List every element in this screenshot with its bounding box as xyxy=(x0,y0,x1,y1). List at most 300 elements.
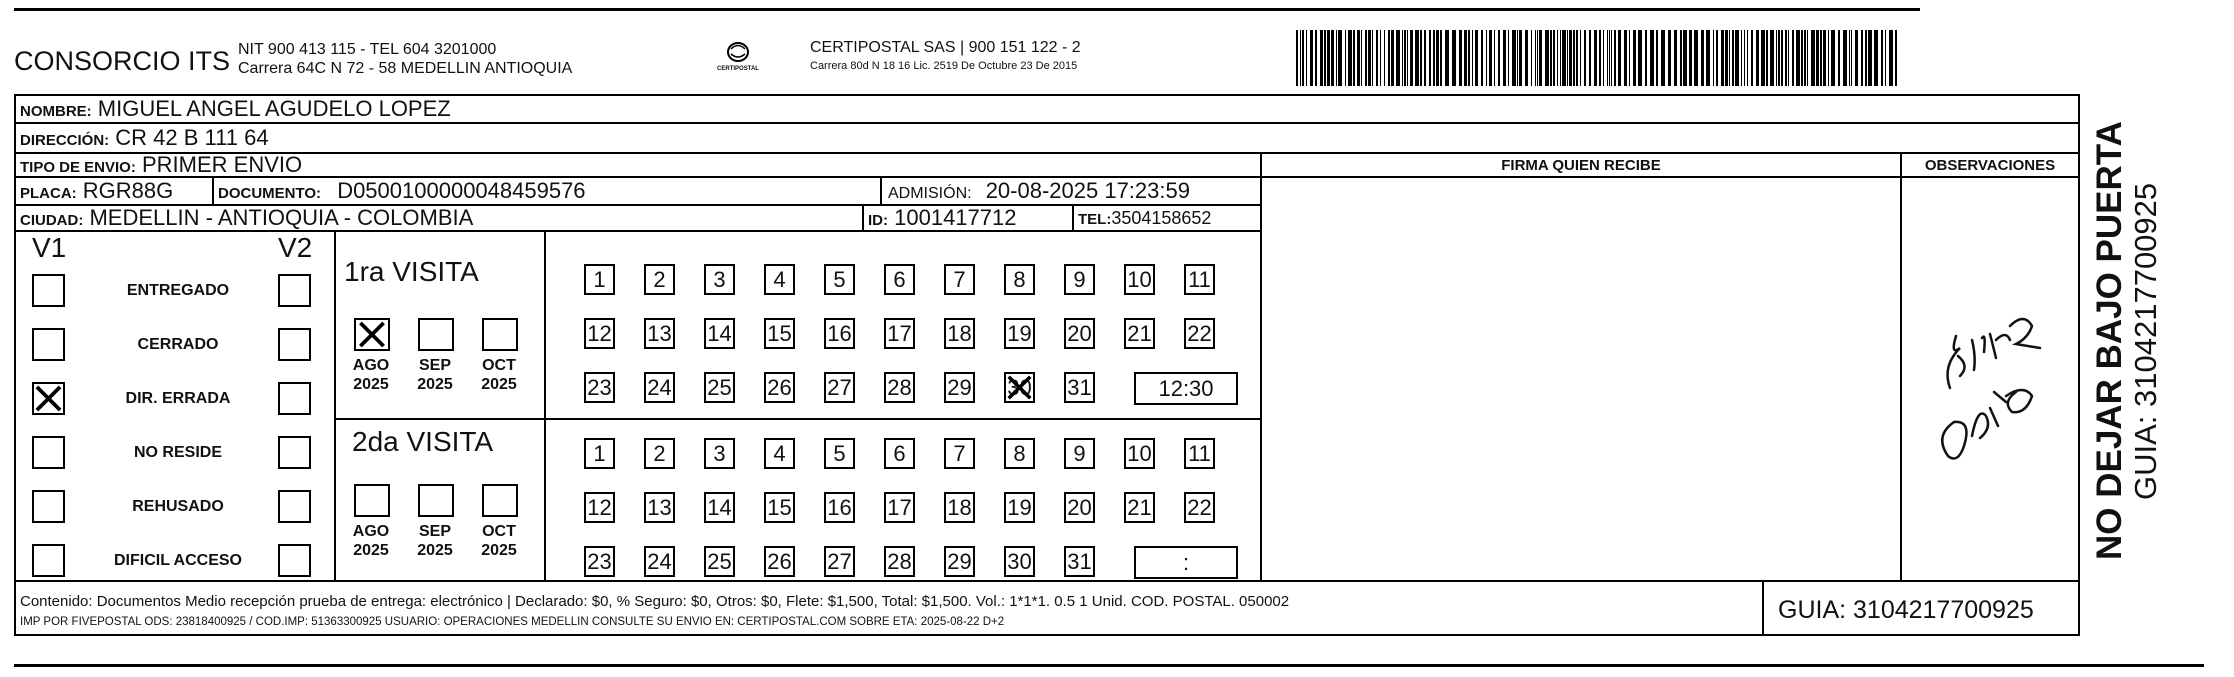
barcode-bar xyxy=(1562,30,1566,86)
barcode-bar xyxy=(1706,30,1710,86)
nombre-row xyxy=(16,96,2078,124)
month-year: 2025 xyxy=(353,542,389,559)
barcode-bar xyxy=(1796,30,1800,86)
barcode-bar xyxy=(1519,30,1522,86)
nit-line: NIT 900 413 115 - TEL 604 3201000 xyxy=(238,41,497,58)
placa-label: PLACA: xyxy=(20,185,77,202)
month-name: SEP xyxy=(418,357,451,374)
day-number: 6 xyxy=(893,267,906,292)
month-name: OCT xyxy=(482,357,516,374)
day-number: 10 xyxy=(1127,441,1152,466)
footer-guia: GUIA: 3104217700925 xyxy=(1778,596,2034,624)
barcode-bar xyxy=(1489,30,1492,86)
day-box[interactable] xyxy=(944,438,975,469)
barcode-bar xyxy=(1396,30,1400,86)
month-checkbox[interactable] xyxy=(354,318,390,351)
day-box[interactable] xyxy=(884,264,915,295)
placa-field xyxy=(20,178,173,206)
day-box[interactable] xyxy=(644,372,675,403)
day-number: 13 xyxy=(647,321,672,346)
day-box[interactable] xyxy=(704,318,735,349)
admision-label: ADMISIÓN: xyxy=(888,185,972,202)
day-number: 15 xyxy=(767,495,792,520)
day-box[interactable] xyxy=(824,264,855,295)
barcode-bar xyxy=(1816,30,1819,86)
day-box[interactable] xyxy=(1124,264,1155,295)
day-number: 1 xyxy=(593,267,606,292)
month-label xyxy=(410,356,460,394)
day-box[interactable] xyxy=(824,546,855,577)
status-label: ENTREGADO xyxy=(126,282,230,299)
barcode-bar xyxy=(1464,30,1467,86)
footer-impresion: IMP POR FIVEPOSTAL ODS: 23818400925 / COD.IMP: 51363300925 USUARIO: OPERACIONES MEDELLIN CONSULTE SU ENVIO EN: CERTIPOSTAL.COM SOBRE ETA: 2025-08-22 D+2 xyxy=(20,616,1005,628)
day-number: 13 xyxy=(647,495,672,520)
month-name: SEP xyxy=(418,523,451,540)
barcode-bar xyxy=(1420,30,1422,86)
barcode-bar xyxy=(1729,30,1730,86)
day-number: 17 xyxy=(887,495,912,520)
barcode-bar xyxy=(1539,30,1542,86)
month-label xyxy=(474,356,524,394)
barcode-bar xyxy=(1486,30,1487,86)
day-box[interactable] xyxy=(884,318,915,349)
barcode-bar xyxy=(1881,30,1883,86)
day-box[interactable] xyxy=(1064,492,1095,523)
day-box[interactable] xyxy=(824,438,855,469)
barcode-bar xyxy=(1512,30,1516,86)
barcode-bar xyxy=(1302,30,1304,86)
footer-rule xyxy=(16,580,2078,582)
v2-checkbox[interactable] xyxy=(278,328,311,361)
day-box[interactable] xyxy=(1064,318,1095,349)
status-divider xyxy=(334,232,336,580)
day-box[interactable] xyxy=(764,492,795,523)
day-box[interactable] xyxy=(704,492,735,523)
barcode-bar xyxy=(1792,30,1794,86)
v2-checkbox[interactable] xyxy=(278,490,311,523)
v2-header: V2 xyxy=(278,232,313,263)
company-info xyxy=(238,40,572,78)
nombre-value: MIGUEL ANGEL AGUDELO LOPEZ xyxy=(97,96,451,121)
barcode-bar xyxy=(1599,30,1601,86)
month-name: OCT xyxy=(482,523,516,540)
barcode-bar xyxy=(1680,30,1682,86)
day-box[interactable] xyxy=(584,318,615,349)
barcode-bar xyxy=(1361,30,1362,86)
barcode-bar xyxy=(1614,30,1616,86)
nombre-label: NOMBRE: xyxy=(20,103,92,120)
barcode xyxy=(1296,30,1898,86)
barcode-bar xyxy=(1713,30,1714,86)
day-box[interactable] xyxy=(1184,492,1215,523)
day-box[interactable] xyxy=(764,318,795,349)
barcode-bar xyxy=(1348,30,1352,86)
logo-text: CERTIPOSTAL xyxy=(717,66,759,72)
barcode-bar xyxy=(1607,30,1608,86)
barcode-bar xyxy=(1567,30,1568,86)
day-box[interactable] xyxy=(584,492,615,523)
barcode-bar xyxy=(1550,30,1552,86)
month-year: 2025 xyxy=(481,376,517,393)
ciudad-row xyxy=(16,206,1262,232)
day-box[interactable] xyxy=(1184,318,1215,349)
status-label: NO RESIDE xyxy=(133,444,222,461)
barcode-bar xyxy=(1368,30,1371,86)
barcode-bar xyxy=(1296,30,1298,86)
day-box[interactable] xyxy=(1004,372,1035,403)
barcode-bar xyxy=(1725,30,1728,86)
barcode-bar xyxy=(1831,30,1835,86)
v2-checkbox[interactable] xyxy=(278,274,311,307)
day-box[interactable] xyxy=(944,318,975,349)
direccion-row xyxy=(16,124,2078,154)
divider xyxy=(880,178,882,206)
barcode-bar xyxy=(1638,30,1642,86)
handwritten-observation xyxy=(1920,296,2070,496)
footer-contenido: Contenido: Documentos Medio recepción prueba de entrega: electrónico | Declarado: $0, % Seguro: $0, Otros: $0, Flete: $1,500, Total: $1,500. Vol.: 1*1*1. 0.5 1 Unid. COD. POSTAL. 050002 xyxy=(20,593,1290,610)
barcode-bar xyxy=(1589,30,1591,86)
day-box[interactable] xyxy=(1064,438,1095,469)
barcode-bar xyxy=(1828,30,1829,86)
certipostal-line: CERTIPOSTAL SAS | 900 151 122 - 2 xyxy=(810,39,1081,56)
day-number: 30 xyxy=(1007,549,1032,574)
barcode-bar xyxy=(1781,30,1783,86)
certipostal-license: Carrera 80d N 18 16 Lic. 2519 De Octubre 23 De 2015 xyxy=(810,60,1078,72)
barcode-bar xyxy=(1689,30,1692,86)
tipo-value: PRIMER ENVIO xyxy=(141,154,303,177)
barcode-bar xyxy=(1380,30,1381,86)
day-box[interactable] xyxy=(1004,492,1035,523)
barcode-bar xyxy=(1553,30,1555,86)
month-label xyxy=(346,356,396,394)
day-box[interactable] xyxy=(704,264,735,295)
v1-checkbox[interactable] xyxy=(32,544,65,577)
barcode-bar xyxy=(1801,30,1803,86)
certipostal-info xyxy=(810,38,1081,76)
day-number: 29 xyxy=(947,549,972,574)
day-box[interactable] xyxy=(1124,318,1155,349)
tipo-row xyxy=(16,154,1262,178)
barcode-bar xyxy=(1472,30,1473,86)
month-label xyxy=(410,522,460,560)
barcode-bar xyxy=(1433,30,1435,86)
check-x-icon xyxy=(1006,374,1033,401)
v1-checkbox[interactable] xyxy=(32,274,65,307)
barcode-bar xyxy=(1650,30,1654,86)
month-label xyxy=(474,522,524,560)
barcode-bar xyxy=(1388,30,1390,86)
day-number: 5 xyxy=(833,441,846,466)
barcode-bar xyxy=(1851,30,1852,86)
barcode-bar xyxy=(1468,30,1470,86)
day-box[interactable] xyxy=(1184,438,1215,469)
day-number: 16 xyxy=(827,321,852,346)
divider xyxy=(862,206,864,232)
barcode-bar xyxy=(1751,30,1753,86)
day-box[interactable] xyxy=(644,318,675,349)
barcode-bar xyxy=(1445,30,1449,86)
side-guia: GUIA: 3104217700925 xyxy=(2128,182,2163,500)
barcode-bar xyxy=(1402,30,1403,86)
day-number: 22 xyxy=(1187,495,1212,520)
visit2-title: 2da VISITA xyxy=(352,426,494,457)
barcode-bar xyxy=(1807,30,1808,86)
day-box[interactable] xyxy=(884,438,915,469)
side-warning: NO DEJAR BAJO PUERTA xyxy=(2090,121,2129,560)
barcode-bar xyxy=(1683,30,1687,86)
month-name: AGO xyxy=(352,357,390,374)
barcode-bar xyxy=(1573,30,1575,86)
day-number: 27 xyxy=(827,549,852,574)
documento-field xyxy=(218,178,586,206)
form-frame xyxy=(14,94,2080,636)
day-box[interactable] xyxy=(1124,438,1155,469)
day-number: 2 xyxy=(653,267,666,292)
day-number: 25 xyxy=(707,549,732,574)
barcode-bar xyxy=(1823,30,1826,86)
day-box[interactable] xyxy=(1124,492,1155,523)
day-box[interactable] xyxy=(944,492,975,523)
bottom-rule xyxy=(14,664,2204,667)
barcode-bar xyxy=(1535,30,1536,86)
day-box[interactable] xyxy=(644,438,675,469)
day-number: 16 xyxy=(827,495,852,520)
firma-header: FIRMA QUIEN RECIBE xyxy=(1501,157,1661,174)
day-number: 20 xyxy=(1067,321,1092,346)
day-box[interactable] xyxy=(824,492,855,523)
visit-divider xyxy=(544,232,546,580)
day-box[interactable] xyxy=(764,264,795,295)
divider xyxy=(1072,206,1074,232)
day-number: 1 xyxy=(593,441,606,466)
barcode-bar xyxy=(1820,30,1822,86)
day-number: 4 xyxy=(773,441,786,466)
observaciones-left-border xyxy=(1900,154,1902,580)
documento-value: D0500100000048459576 xyxy=(337,178,586,203)
barcode-bar xyxy=(1804,30,1806,86)
barcode-bar xyxy=(1811,30,1815,86)
day-box[interactable] xyxy=(1064,264,1095,295)
day-box[interactable] xyxy=(884,372,915,403)
day-box[interactable] xyxy=(704,438,735,469)
id-value: 1001417712 xyxy=(894,206,1017,230)
day-number: 21 xyxy=(1127,321,1152,346)
barcode-bar xyxy=(1320,30,1323,86)
barcode-bar xyxy=(1452,30,1456,86)
barcode-bar xyxy=(1624,30,1627,86)
day-box[interactable] xyxy=(704,372,735,403)
day-number: 9 xyxy=(1073,441,1086,466)
day-number: 14 xyxy=(707,495,732,520)
day-box[interactable] xyxy=(584,438,615,469)
visit1-title: 1ra VISITA xyxy=(344,256,479,287)
day-number: 10 xyxy=(1127,267,1152,292)
barcode-bar xyxy=(1770,30,1774,86)
day-box[interactable] xyxy=(1004,438,1035,469)
barcode-bar xyxy=(1576,30,1578,86)
barcode-bar xyxy=(1868,30,1872,86)
day-number: 14 xyxy=(707,321,732,346)
guia-divider xyxy=(1762,580,1764,636)
day-number: 30 xyxy=(1007,375,1032,400)
barcode-bar xyxy=(1732,30,1734,86)
day-box[interactable] xyxy=(1004,546,1035,577)
day-number: 24 xyxy=(647,375,672,400)
time-field[interactable]: 12:30 xyxy=(1134,372,1238,405)
day-number: 6 xyxy=(893,441,906,466)
day-number: 24 xyxy=(647,549,672,574)
barcode-bar xyxy=(1895,30,1897,86)
day-number: 18 xyxy=(947,495,972,520)
status-label: REHUSADO xyxy=(132,498,224,515)
barcode-bar xyxy=(1545,30,1549,86)
v2-checkbox[interactable] xyxy=(278,544,311,577)
barcode-bar xyxy=(1633,30,1636,86)
day-box[interactable] xyxy=(884,492,915,523)
day-number: 11 xyxy=(1188,441,1211,466)
day-number: 19 xyxy=(1007,321,1032,346)
id-field xyxy=(868,206,1016,232)
month-label xyxy=(346,522,396,560)
firma-left-border xyxy=(1260,154,1262,580)
barcode-bar xyxy=(1785,30,1787,86)
barcode-bar xyxy=(1429,30,1431,86)
day-box[interactable] xyxy=(1004,264,1035,295)
day-box[interactable] xyxy=(584,546,615,577)
barcode-bar xyxy=(1415,30,1419,86)
month-checkbox[interactable] xyxy=(482,318,518,351)
ciudad-field xyxy=(20,206,473,232)
barcode-bar xyxy=(1885,30,1886,86)
day-box[interactable] xyxy=(1064,546,1095,577)
day-box[interactable] xyxy=(644,264,675,295)
status-label: DIFICIL ACCESO xyxy=(113,552,242,569)
barcode-bar xyxy=(1849,30,1850,86)
day-box[interactable] xyxy=(764,438,795,469)
barcode-bar xyxy=(1611,30,1612,86)
v1-checkbox[interactable] xyxy=(32,436,65,469)
day-number: 27 xyxy=(827,375,852,400)
barcode-bar xyxy=(1674,30,1677,86)
barcode-bar xyxy=(1756,30,1759,86)
day-box[interactable] xyxy=(944,264,975,295)
tel-value: 3504158652 xyxy=(1111,208,1212,228)
barcode-bar xyxy=(1874,30,1878,86)
day-box[interactable] xyxy=(824,372,855,403)
barcode-bar xyxy=(1557,30,1558,86)
day-number: 26 xyxy=(767,549,792,574)
barcode-bar xyxy=(1537,30,1538,86)
month-checkbox[interactable] xyxy=(418,318,454,351)
top-rule xyxy=(14,8,1920,11)
barcode-bar xyxy=(1741,30,1742,86)
address-line: Carrera 64C N 72 - 58 MEDELLIN ANTIOQUIA xyxy=(238,60,573,77)
v1-checkbox[interactable] xyxy=(32,328,65,361)
day-box[interactable] xyxy=(644,546,675,577)
barcode-bar xyxy=(1498,30,1500,86)
day-box[interactable] xyxy=(884,546,915,577)
v2-checkbox[interactable] xyxy=(278,436,311,469)
barcode-bar xyxy=(1310,30,1313,86)
barcode-bar xyxy=(1694,30,1698,86)
barcode-bar xyxy=(1503,30,1506,86)
brand-name: CONSORCIO ITS xyxy=(14,46,231,76)
day-number: 7 xyxy=(953,441,966,466)
tel-label: TEL: xyxy=(1078,211,1112,228)
day-number: 5 xyxy=(833,267,846,292)
v1-header: V1 xyxy=(32,232,67,263)
day-number: 7 xyxy=(953,267,966,292)
day-box[interactable] xyxy=(584,372,615,403)
month-checkbox[interactable] xyxy=(482,484,518,517)
barcode-bar xyxy=(1475,30,1478,86)
barcode-bar xyxy=(1656,30,1658,86)
day-number: 17 xyxy=(887,321,912,346)
day-box[interactable] xyxy=(824,318,855,349)
time-field[interactable]: : xyxy=(1134,546,1238,579)
barcode-bar xyxy=(1331,30,1334,86)
barcode-bar xyxy=(1788,30,1789,86)
v2-checkbox[interactable] xyxy=(278,382,311,415)
observaciones-header: OBSERVACIONES xyxy=(1924,157,2056,174)
day-box[interactable] xyxy=(1004,318,1035,349)
day-number: 20 xyxy=(1067,495,1092,520)
month-year: 2025 xyxy=(353,376,389,393)
month-checkbox[interactable] xyxy=(354,484,390,517)
barcode-bar xyxy=(1716,30,1718,86)
barcode-bar xyxy=(1324,30,1326,86)
v1-checkbox[interactable] xyxy=(32,382,65,415)
day-box[interactable] xyxy=(1184,264,1215,295)
day-number: 12 xyxy=(587,495,612,520)
barcode-bar xyxy=(1384,30,1385,86)
day-number: 4 xyxy=(773,267,786,292)
day-box[interactable] xyxy=(1064,372,1095,403)
barcode-bar xyxy=(1376,30,1378,86)
barcode-bar xyxy=(1668,30,1671,86)
day-box[interactable] xyxy=(764,372,795,403)
month-checkbox[interactable] xyxy=(418,484,454,517)
tipo-label: TIPO DE ENVIO: xyxy=(20,159,136,176)
barcode-bar xyxy=(1735,30,1739,86)
divider xyxy=(212,178,214,206)
barcode-bar xyxy=(1459,30,1462,86)
visit-separator xyxy=(336,418,1262,420)
day-box[interactable] xyxy=(944,372,975,403)
day-number: 19 xyxy=(1007,495,1032,520)
month-year: 2025 xyxy=(417,376,453,393)
direccion-label: DIRECCIÓN: xyxy=(20,132,110,149)
day-box[interactable] xyxy=(644,492,675,523)
barcode-bar xyxy=(1580,30,1581,86)
admision-value: 20-08-2025 17:23:59 xyxy=(985,178,1190,203)
documento-label: DOCUMENTO: xyxy=(218,185,322,202)
admision-field xyxy=(888,178,1190,206)
barcode-bar xyxy=(1410,30,1413,86)
v1-checkbox[interactable] xyxy=(32,490,65,523)
placa-row xyxy=(16,178,1262,206)
day-box[interactable] xyxy=(704,546,735,577)
barcode-bar xyxy=(1778,30,1780,86)
check-x-icon xyxy=(356,320,388,349)
day-box[interactable] xyxy=(764,546,795,577)
day-number: 28 xyxy=(887,549,912,574)
day-number: 12 xyxy=(587,321,612,346)
day-box[interactable] xyxy=(584,264,615,295)
status-label: CERRADO xyxy=(137,336,219,353)
day-box[interactable] xyxy=(944,546,975,577)
ciudad-label: CIUDAD: xyxy=(20,212,84,229)
